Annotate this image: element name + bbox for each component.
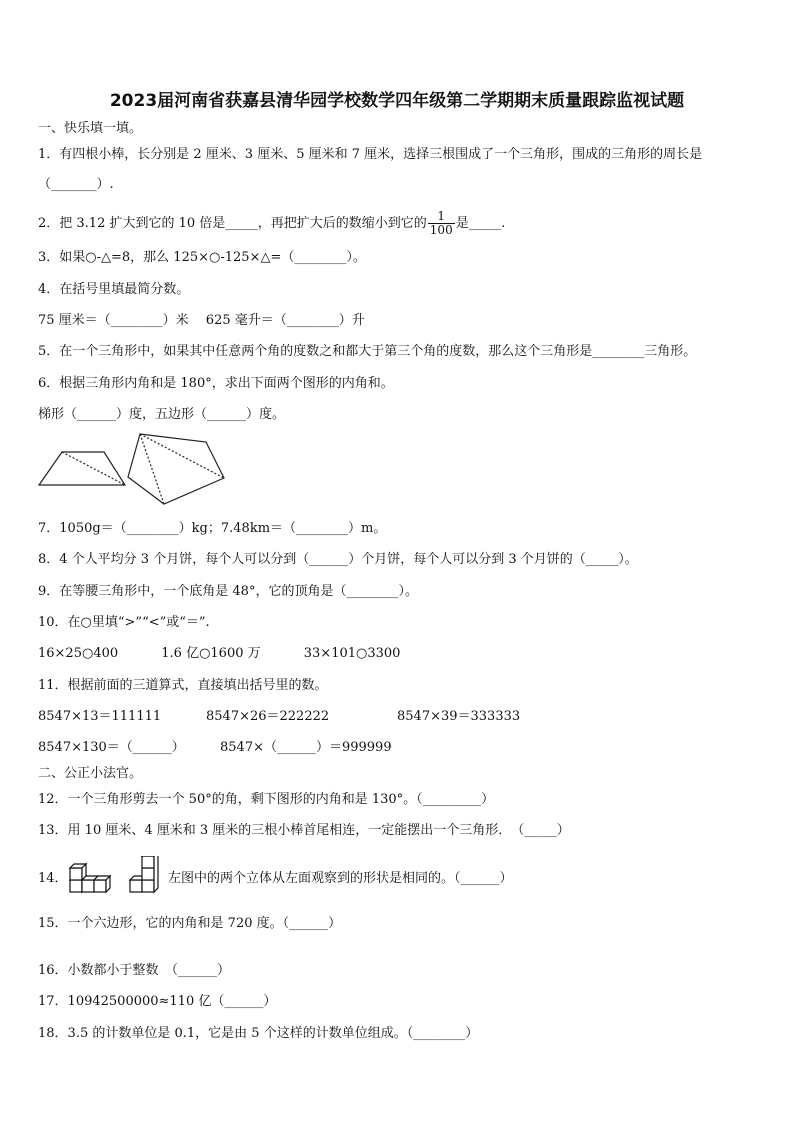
question-18: 18．3.5 的计数单位是 0.1，它是由 5 个这样的计数单位组成。（________） — [38, 1026, 479, 1041]
question-2-text-a: 2．把 3.12 扩大到它的 10 倍是_____，再把扩大后的数缩小到它的 — [38, 216, 427, 231]
trapezoid-pentagon-figure — [36, 432, 236, 510]
question-12: 12．一个三角形剪去一个 50°的角，剩下图形的内角和是 130°。（_________） — [38, 792, 495, 807]
cube-solids-figure — [66, 856, 166, 896]
question-7: 7．1050g＝（________）kg；7.48km＝（________）m。 — [38, 521, 387, 536]
question-6-blanks: 梯形（______）度，五边形（______）度。 — [38, 407, 286, 422]
solid-1 — [70, 864, 110, 892]
solid-2 — [130, 856, 158, 892]
question-3: 3．如果○-△=8，那么 125×○-125×△=（________）。 — [38, 250, 366, 265]
section-heading-1: 一、快乐填一填。 — [38, 121, 143, 136]
question-2 — [38, 210, 505, 237]
equation-3: 8547×39＝333333 — [397, 709, 521, 724]
question-1-line-1: 1．有四根小棒，长分别是 2 厘米、3 厘米、5 厘米和 7 厘米，选择三根围成了一个三角形，围成的三角形的周长是 — [38, 147, 703, 162]
question-16: 16．小数都小于整数 （______） — [38, 963, 231, 978]
question-9: 9．在等腰三角形中，一个底角是 48°，它的顶角是（________）。 — [38, 584, 418, 599]
question-6: 6．根据三角形内角和是 180°，求出下面两个图形的内角和。 — [38, 376, 394, 391]
question-10: 10．在○里填“>”“<”或“＝”. — [38, 615, 210, 630]
question-2-text-b: 是_____. — [455, 216, 506, 231]
question-15: 15．一个六边形，它的内角和是 720 度。（______） — [38, 916, 342, 931]
trapezoid-shape — [39, 452, 125, 485]
equation-1: 8547×13＝111111 — [38, 709, 162, 724]
question-1-line-2: （_______）. — [38, 177, 114, 192]
fraction-1-100 — [428, 210, 455, 237]
pentagon-shape — [128, 434, 224, 504]
equation-5: 8547×（______）＝999999 — [220, 740, 392, 755]
question-14-number: 14． — [38, 871, 68, 886]
page-title: 2023届河南省获嘉县清华园学校数学四年级第二学期期末质量跟踪监视试题 — [109, 91, 685, 111]
question-4-items: 75 厘米＝（________）米 625 毫升＝（________）升 — [38, 313, 365, 328]
fraction-denominator: 100 — [429, 223, 453, 237]
section-heading-2: 二、公正小法官。 — [38, 766, 143, 781]
question-14: 左图中的两个立体从左面观察到的形状是相同的。（______） — [168, 871, 513, 886]
question-8: 8．4 个人平均分 3 个月饼，每个人可以分到（______）个月饼，每个人可以分到 3 个月饼的（_____）。 — [38, 552, 638, 567]
equation-2: 8547×26＝222222 — [206, 709, 330, 724]
fraction-numerator: 1 — [428, 210, 455, 224]
question-11: 11．根据前面的三道算式，直接填出括号里的数。 — [38, 678, 328, 693]
question-5: 5．在一个三角形中，如果其中任意两个角的度数之和都大于第三个角的度数，那么这个三角形是________三角形。 — [38, 344, 697, 359]
question-10-items: 16×25○400 1.6 亿○1600 万 33×101○3300 — [38, 646, 401, 661]
question-13: 13．用 10 厘米、4 厘米和 3 厘米的三根小棒首尾相连，一定能摆出一个三角形． （_____） — [38, 823, 570, 838]
question-17: 17．10942500000≈110 亿（______） — [38, 994, 277, 1009]
equation-4: 8547×130＝（______） — [38, 740, 185, 755]
question-4: 4．在括号里填最简分数。 — [38, 282, 190, 297]
